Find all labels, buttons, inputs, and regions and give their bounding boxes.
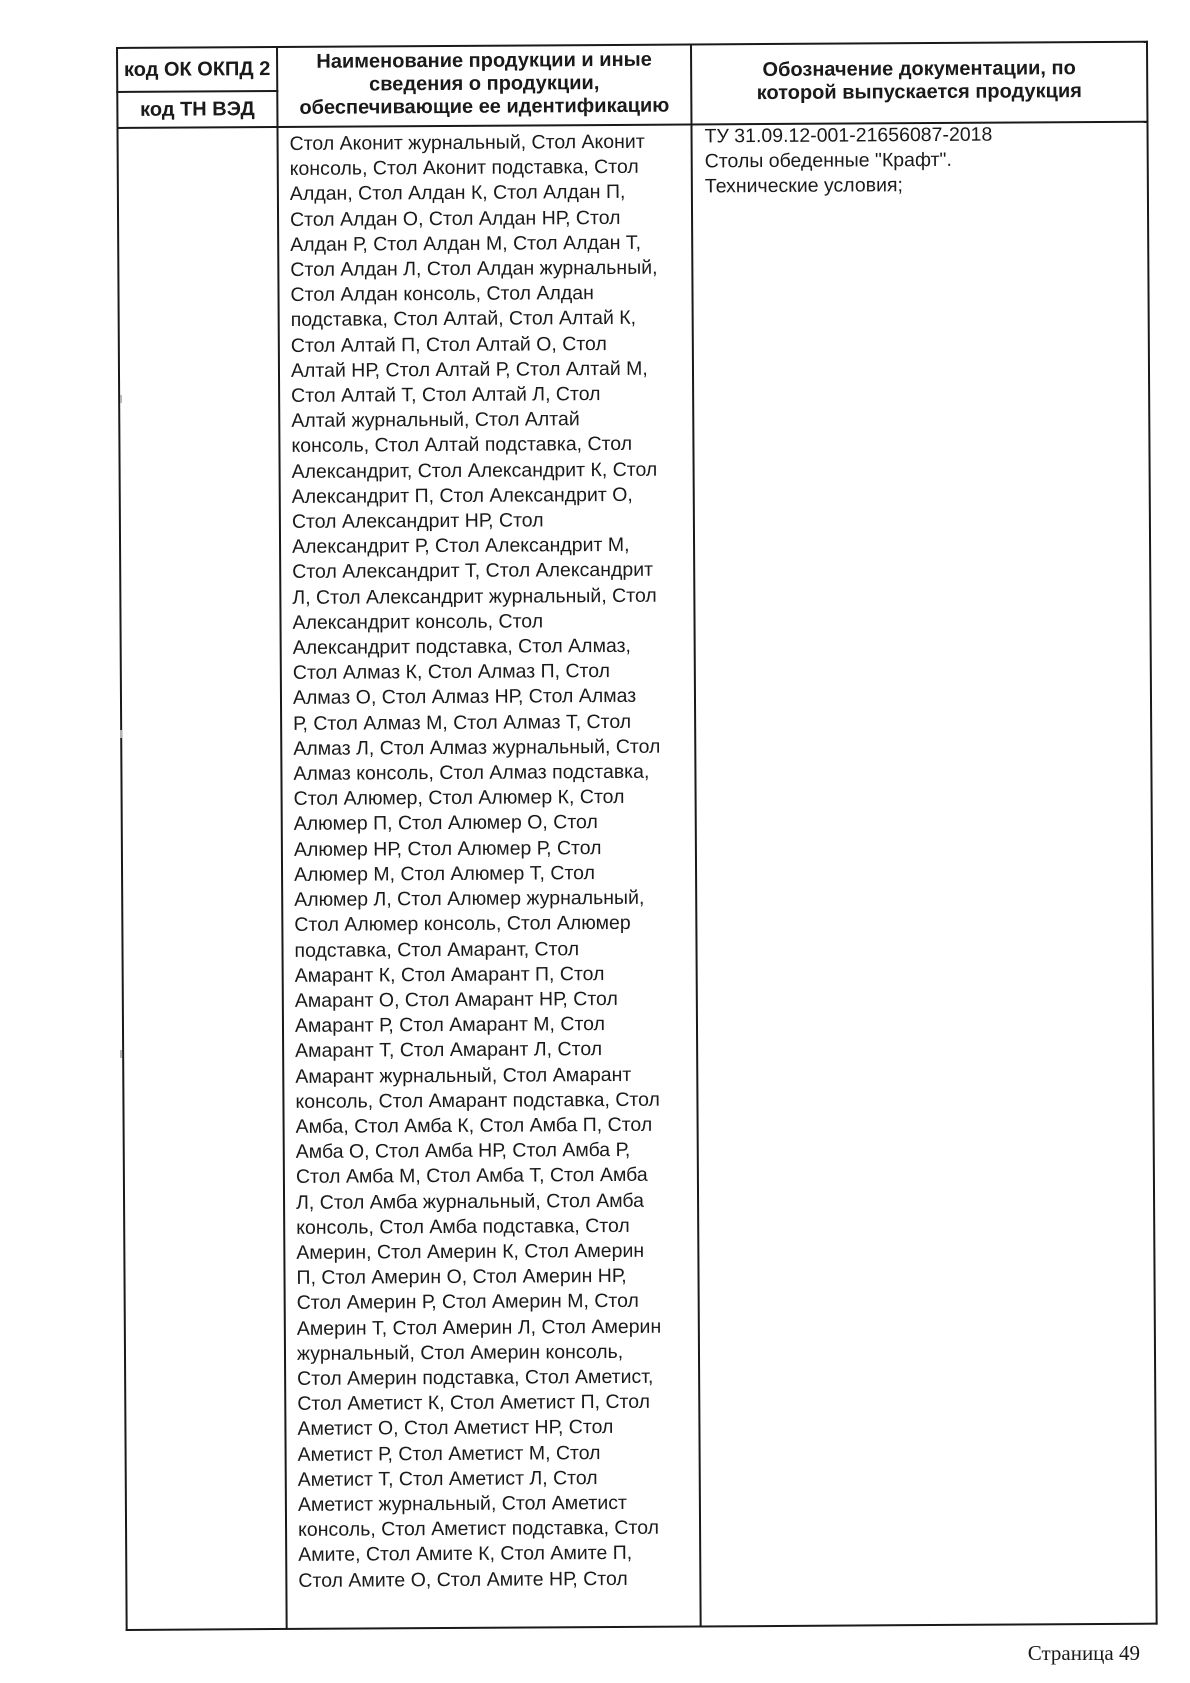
product-line: Амарант Т, Стол Амарант Л, Стол: [295, 1038, 603, 1063]
product-line: Стол Америн Р, Стол Америн М, Стол: [296, 1290, 639, 1315]
product-line: Стол Амите О, Стол Амите НР, Стол: [298, 1567, 628, 1592]
product-line: Стол Алтай П, Стол Алтай О, Стол: [290, 332, 607, 357]
product-line: Алдан Р, Стол Алдан М, Стол Алдан Т,: [290, 231, 642, 256]
product-line: Александрит П, Стол Александрит О,: [291, 483, 633, 508]
product-line: Стол Аметист К, Стол Аметист П, Стол: [297, 1390, 651, 1416]
product-line: консоль, Стол Амарант подставка, Стол: [295, 1088, 660, 1113]
product-line: Алтай НР, Стол Алтай Р, Стол Алтай М,: [290, 357, 648, 382]
product-line: подставка, Стол Амарант, Стол: [294, 937, 580, 962]
product-line: Стол Александрит НР, Стол: [291, 509, 544, 533]
product-line: Алюмер Л, Стол Алюмер журнальный,: [294, 886, 645, 912]
product-line: Америн, Стол Америн К, Стол Америн: [296, 1239, 645, 1264]
product-line: П, Стол Америн О, Стол Америн НР,: [296, 1265, 627, 1290]
product-line: Стол Алтай Т, Стол Алтай Л, Стол: [291, 383, 601, 407]
product-line: Аметист Р, Стол Аметист М, Стол: [297, 1441, 601, 1466]
product-description: [290, 130, 666, 1594]
documentation-line: Технические условия;: [704, 174, 903, 198]
product-line: Амба, Стол Амба К, Стол Амба П, Стол: [295, 1113, 653, 1138]
product-line: Стол Алмаз К, Стол Алмаз П, Стол: [292, 660, 611, 685]
product-line: журнальный, Стол Америн консоль,: [296, 1340, 624, 1365]
product-line: Амите, Стол Амите К, Стол Амите П,: [298, 1542, 633, 1567]
header-product-name-line: обеспечивающие ее идентификацию: [299, 94, 670, 119]
product-line: Америн Т, Стол Америн Л, Стол Америн: [296, 1315, 662, 1340]
product-line: Амарант О, Стол Амарант НР, Стол: [294, 987, 618, 1012]
certificate-table: [116, 41, 1158, 1631]
product-line: консоль, Стол Аконит подставка, Стол: [289, 156, 639, 181]
table-bottom-border: [126, 1623, 1158, 1631]
product-line: Алюмер НР, Стол Алюмер Р, Стол: [293, 836, 602, 861]
product-line: Алюмер М, Стол Алюмер Т, Стол: [293, 861, 595, 886]
product-line: Алюмер П, Стол Алюмер О, Стол: [293, 811, 598, 836]
product-line: Александрит Р, Стол Александрит М,: [291, 534, 630, 559]
product-line: Алтай журнальный, Стол Алтай: [291, 408, 580, 433]
product-line: Александрит консоль, Стол: [292, 610, 544, 634]
header-product-name: [278, 48, 690, 120]
product-line: Александрит подставка, Стол Алмаз,: [292, 634, 632, 659]
product-line: Амарант журнальный, Стол Амарант: [295, 1063, 632, 1088]
table-left-border: [116, 47, 128, 1631]
product-line: Стол Аконит журнальный, Стол Аконит: [289, 130, 645, 155]
product-line: Стол Алюмер консоль, Стол Алюмер: [294, 912, 631, 937]
product-line: Алмаз консоль, Стол Алмаз подставка,: [293, 760, 650, 786]
product-line: Аметист Т, Стол Аметист Л, Стол: [297, 1466, 598, 1491]
header-product-name-line: сведения о продукции,: [369, 72, 600, 96]
product-line: Стол Алюмер, Стол Алюмер К, Стол: [293, 786, 625, 811]
header-bottom-border: [116, 121, 1148, 129]
product-line: Стол Алдан Л, Стол Алдан журнальный,: [290, 256, 658, 281]
header-documentation-line: Обозначение документации, по: [762, 57, 1076, 82]
product-line: Александрит, Стол Александрит К, Стол: [291, 458, 658, 483]
product-line: Аметист журнальный, Стол Аметист: [297, 1491, 627, 1516]
product-line: Стол Алдан О, Стол Алдан НР, Стол: [289, 206, 621, 231]
table-top-border: [116, 41, 1148, 49]
documentation-line: Столы обеденные "Крафт".: [704, 149, 952, 173]
product-line: подставка, Стол Алтай, Стол Алтай К,: [290, 307, 637, 332]
page-number: Страница 49: [1027, 1641, 1140, 1665]
product-line: консоль, Стол Алтай подставка, Стол: [291, 433, 633, 458]
header-subdivider: [116, 90, 278, 93]
documentation-reference: [704, 123, 992, 200]
table-right-border: [1146, 41, 1158, 1625]
header-product-name-line: Наименование продукции и иные: [316, 48, 652, 73]
product-line: Алмаз О, Стол Алмаз НР, Стол Алмаз: [292, 685, 637, 710]
product-line: Стол Америн подставка, Стол Аметист,: [297, 1365, 654, 1390]
product-line: Амарант К, Стол Амарант П, Стол: [294, 962, 605, 987]
product-line: консоль, Стол Аметист подставка, Стол: [297, 1516, 660, 1542]
header-documentation: [692, 57, 1146, 106]
product-line: Алмаз Л, Стол Алмаз журнальный, Стол: [293, 735, 661, 760]
documentation-line: ТУ 31.09.12-001-21656087-2018: [704, 123, 993, 148]
header-okpd-code: код ОК ОКПД 2: [123, 58, 271, 81]
scan-edge-mark: [120, 1050, 122, 1058]
product-line: Стол Александрит Т, Стол Александрит: [292, 559, 654, 584]
product-line: консоль, Стол Амба подставка, Стол: [296, 1214, 630, 1239]
product-line: Л, Стол Александрит журнальный, Стол: [292, 584, 657, 609]
header-tnved-code: код ТН ВЭД: [140, 98, 255, 121]
header-documentation-line: которой выпускается продукция: [756, 80, 1082, 105]
product-line: Р, Стол Алмаз М, Стол Алмаз Т, Стол: [293, 710, 632, 735]
column-divider-2: [690, 43, 702, 1627]
product-line: Амарант Р, Стол Амарант М, Стол: [294, 1013, 606, 1038]
product-line: Стол Амба М, Стол Амба Т, Стол Амба: [295, 1164, 648, 1189]
product-line: Стол Алдан консоль, Стол Алдан: [290, 282, 594, 307]
product-line: Л, Стол Амба журнальный, Стол Амба: [295, 1189, 645, 1214]
product-line: Аметист О, Стол Аметист НР, Стол: [297, 1416, 614, 1441]
product-line: Амба О, Стол Амба НР, Стол Амба Р,: [295, 1139, 631, 1164]
scan-edge-mark: [120, 395, 122, 403]
column-divider-1: [276, 46, 288, 1630]
scan-edge-mark: [120, 730, 122, 738]
product-line: Алдан, Стол Алдан К, Стол Алдан П,: [289, 181, 626, 206]
